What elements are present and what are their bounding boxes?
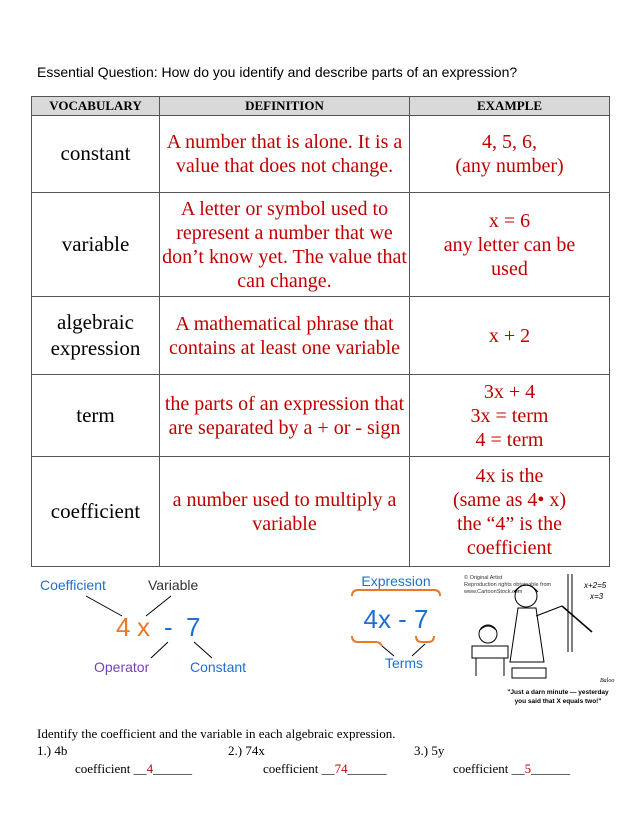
- term-bracket: [352, 636, 382, 646]
- example-line: any letter can be: [443, 233, 576, 256]
- expr-operator: -: [164, 612, 173, 642]
- example-line: used: [491, 257, 528, 280]
- vocab-definition: A letter or symbol used to represent a number that we don’t know yet. The value that can change.: [160, 193, 410, 297]
- answer-blank: ______: [531, 761, 571, 776]
- answer-label: coefficient __: [263, 761, 335, 776]
- chalkboard-text: x+2=5: [584, 581, 607, 590]
- example-line: 3x + 4: [483, 380, 536, 403]
- answer-line-3: [453, 761, 570, 777]
- operator-label: Operator: [94, 659, 150, 675]
- example-line: x = 6: [488, 209, 531, 232]
- example-line: 3x = term: [470, 404, 549, 427]
- table-row: [32, 193, 610, 297]
- vocab-example: [410, 375, 610, 457]
- term-bracket: [416, 636, 434, 642]
- terms-expression: 4x - 7: [363, 604, 429, 634]
- cartoon-signature: Baloo: [600, 678, 615, 684]
- example-line: 4, 5, 6,: [482, 131, 537, 153]
- expression-terms-diagram: [346, 570, 446, 675]
- example-line: 4x is the: [475, 464, 544, 487]
- table-row: [32, 375, 610, 457]
- table-row: [32, 116, 610, 193]
- cartoon-copyright: Reproduction rights obtainable from: [464, 582, 552, 588]
- header-definition: DEFINITION: [160, 97, 410, 116]
- expression-parts-diagram: [36, 572, 268, 682]
- vocab-example: [410, 193, 610, 297]
- teacher-figure: [510, 585, 592, 662]
- vocab-word: algebraic expression: [32, 297, 160, 375]
- cartoon-caption: "Just a darn minute — yesterday: [507, 689, 609, 696]
- table-row: [32, 457, 610, 567]
- vocab-example: [410, 116, 610, 193]
- coefficient-label: Coefficient: [40, 577, 106, 593]
- table-row: [32, 297, 610, 375]
- vocab-definition: A mathematical phrase that contains at least one variable: [160, 297, 410, 375]
- vocabulary-table: [31, 96, 610, 567]
- cartoon-copyright: © Original Artist: [464, 575, 503, 581]
- vocab-word: variable: [32, 193, 160, 297]
- example-line: x + 2: [488, 324, 531, 347]
- arrow-line: [151, 642, 168, 658]
- vocab-definition: the parts of an expression that are separated by a + or - sign: [160, 375, 410, 457]
- answer-value: 5: [524, 761, 532, 776]
- header-vocabulary: VOCABULARY: [32, 97, 160, 116]
- table-header-row: [32, 97, 610, 116]
- vocab-word: constant: [32, 116, 160, 193]
- cartoon-caption: you said that X equals two!": [514, 698, 602, 705]
- classroom-cartoon: [462, 572, 622, 712]
- example-line: the “4” is the: [457, 512, 562, 535]
- expr-variable: x: [137, 612, 150, 642]
- answer-value: 4: [146, 761, 154, 776]
- cartoon-copyright: www.CartoonStock.com: [464, 589, 523, 595]
- answer-line-1: [75, 761, 192, 777]
- answer-value: 74: [334, 761, 348, 776]
- expression-bracket: [352, 590, 440, 596]
- vocab-word: coefficient: [32, 457, 160, 567]
- vocab-definition: a number used to multiply a variable: [160, 457, 410, 567]
- variable-label: Variable: [148, 577, 199, 593]
- expression-label: Expression: [361, 573, 431, 589]
- header-example: EXAMPLE: [410, 97, 610, 116]
- example-line: 4 = term: [475, 428, 544, 451]
- answer-line-2: [263, 761, 387, 777]
- example-line: (same as 4• x): [452, 488, 567, 511]
- constant-label: Constant: [190, 659, 247, 675]
- essential-question: Essential Question: How do you identify and describe parts of an expression?: [37, 64, 518, 80]
- exercise-item-1: 1.) 4b: [37, 743, 68, 758]
- answer-blank: ______: [153, 761, 193, 776]
- expr-coefficient: 4: [116, 612, 131, 642]
- answer-label: coefficient __: [75, 761, 147, 776]
- example-line: coefficient: [466, 536, 553, 559]
- student-figure: [472, 625, 546, 678]
- vocab-definition: A number that is alone. It is a value that does not change.: [160, 116, 410, 193]
- exercise-item-2: 2.) 74x: [228, 743, 265, 758]
- chalkboard-text: x=3: [590, 592, 604, 601]
- arrow-line: [194, 642, 212, 658]
- answer-label: coefficient __: [453, 761, 525, 776]
- expr-constant: 7: [186, 612, 201, 642]
- example-line: (any number): [455, 155, 564, 177]
- answer-blank: ______: [347, 761, 387, 776]
- exercise-item-3: 3.) 5y: [414, 743, 445, 758]
- exercise-instruction: Identify the coefficient and the variable in each algebraic expression.: [37, 726, 396, 741]
- vocab-example: [410, 457, 610, 567]
- vocab-example: [410, 297, 610, 375]
- vocab-word: term: [32, 375, 160, 457]
- terms-label: Terms: [384, 655, 424, 671]
